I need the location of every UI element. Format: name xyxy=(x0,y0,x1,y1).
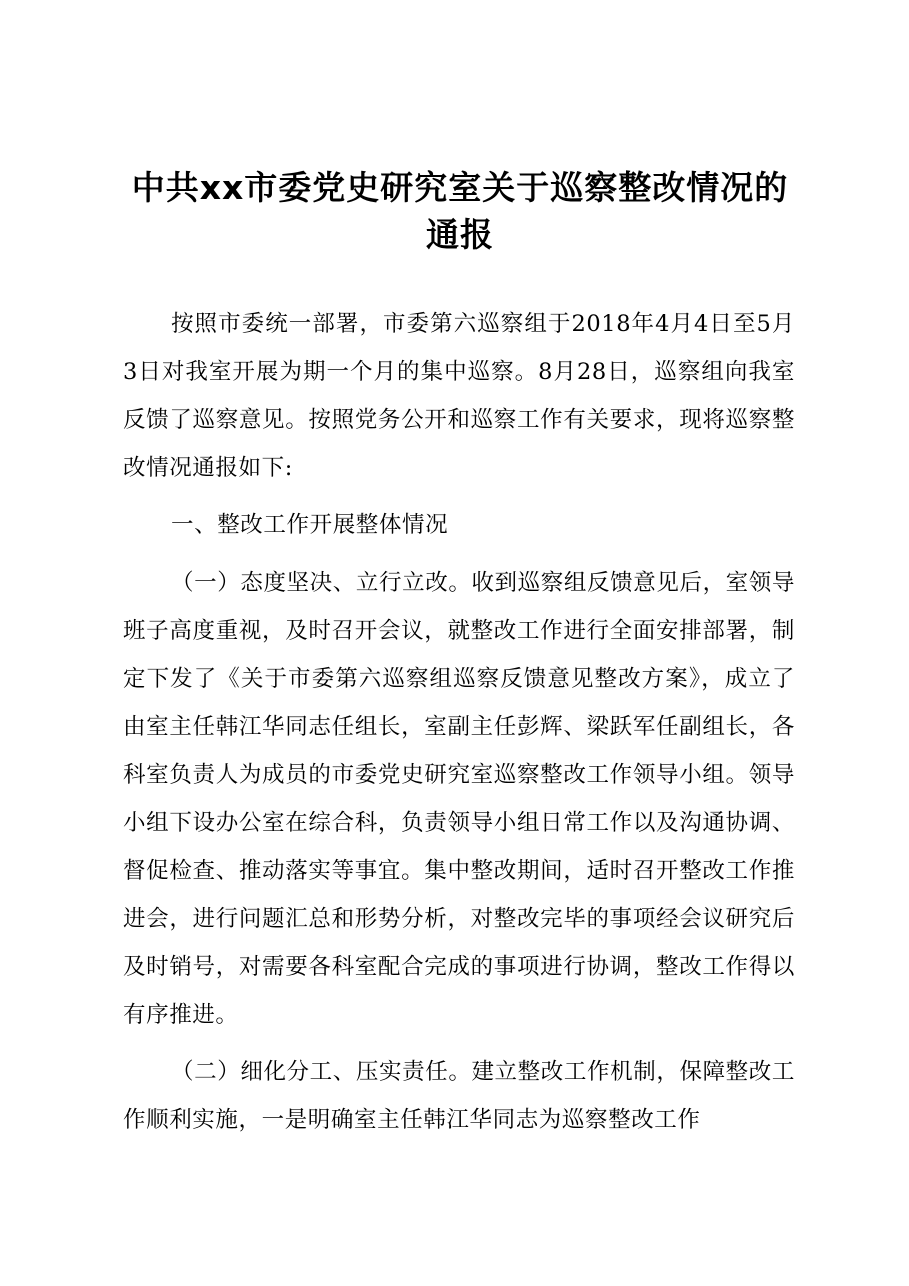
document-title-line-1: 中共xx市委党史研究室关于巡察整改情况的 xyxy=(131,168,789,207)
paragraph-section-1-2: （二）细化分工、压实责任。建立整改工作机制，保障整改工作顺利实施，一是明确室主任韩江华同志为巡察整改工作 xyxy=(123,1059,795,1133)
paragraph-intro: 按照市委统一部署，市委第六巡察组于2018年4月4日至5月3日对我室开展为期一个月的集中巡察。8月28日，巡察组向我室反馈了巡察意见。按照党务公开和巡察工作有关要求，现将巡察整改情况通报如下: xyxy=(123,311,795,481)
section-heading-1: 一、整改工作开展整体情况 xyxy=(171,512,449,538)
paragraph-section-1-1: （一）态度坚决、立行立改。收到巡察组反馈意见后，室领导班子高度重视，及时召开会议，就整改工作进行全面安排部署，制定下发了《关于市委第六巡察组巡察反馈意见整改方案》，成立了由室主任韩江华同志任组长，室副主任彭辉、梁跃军任副组长，各科室负责人为成员的市委党史研究室巡察整改工作领导小组。领导小组下设办公室在综合科，负责领导小组日常工作以及沟通协调、督促检查、推动落实等事宜。集中整改期间，适时召开整改工作推进会，进行问题汇总和形势分析，对整改完毕的事项经会议研究后及时销号，对需要各科室配合完成的事项进行协调，整改工作得以有序推进。 xyxy=(123,570,795,1028)
document-body xyxy=(123,300,795,1153)
document-title-line-2: 通报 xyxy=(426,215,494,254)
